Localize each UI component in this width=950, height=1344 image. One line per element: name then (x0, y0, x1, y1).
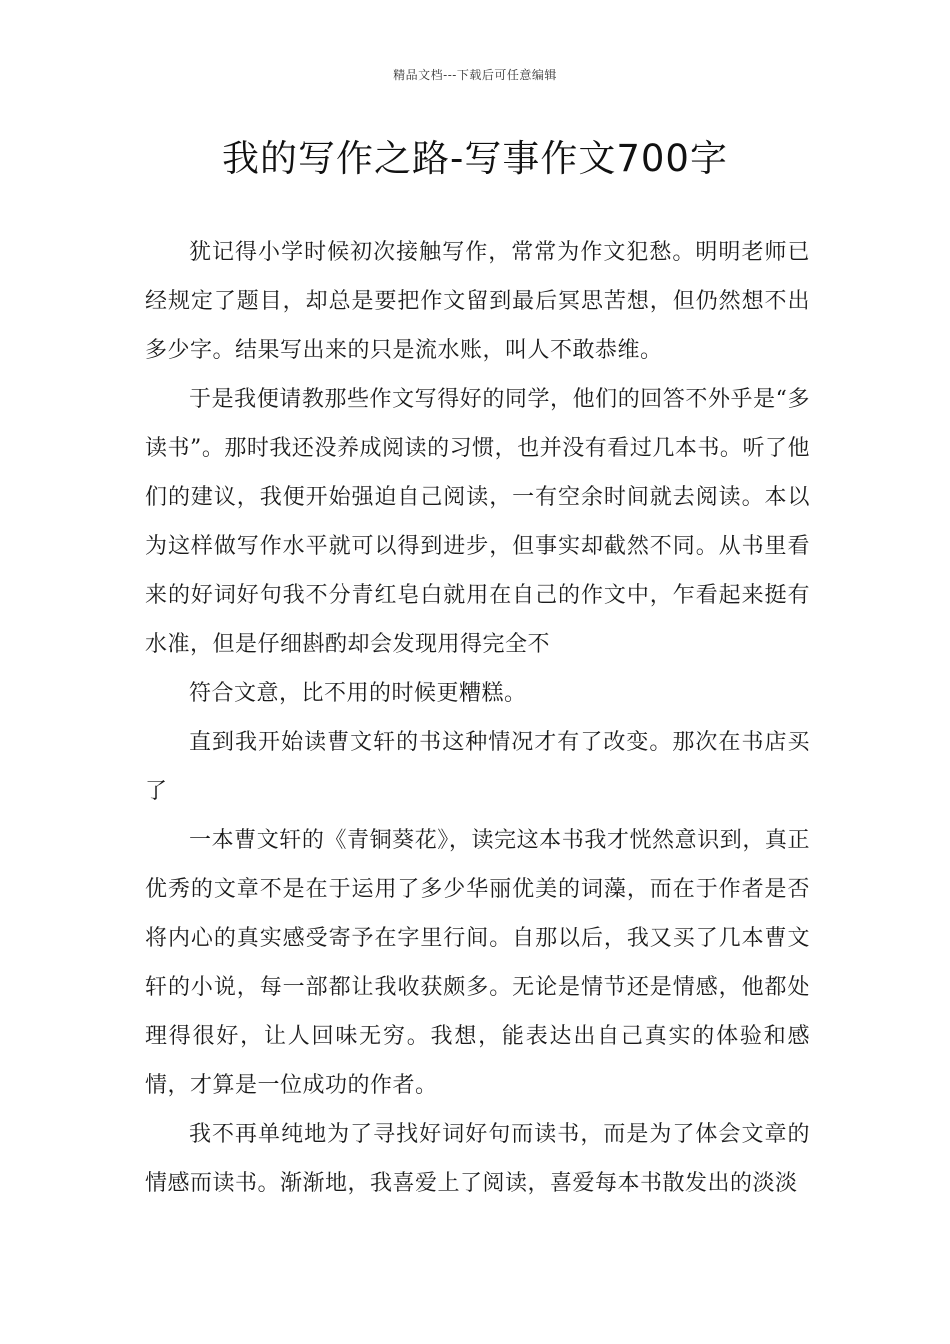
paragraph-1: 犹记得小学时候初次接触写作，常常为作文犯愁。明明老师已经规定了题目，却总是要把作文留到最后冥思苦想，但仍然想不出多少字。结果写出来的只是流水账，叫人不敢恭维。 (145, 240, 810, 363)
header-note: 精品文档---下载后可任意编辑 (393, 68, 557, 82)
paragraph-3: 符合文意，比不用的时候更糟糕。 (189, 681, 527, 706)
paragraph-6: 我不再单纯地为了寻找好词好句而读书，而是为了体会文章的情感而读书。渐渐地，我喜爱上了阅读，喜爱每本书散发出的淡淡 (145, 1122, 810, 1196)
paragraph-2: 于是我便请教那些作文写得好的同学，他们的回答不外乎是“多读书”。那时我还没养成阅读的习惯，也并没有看过几本书。听了他们的建议，我便开始强迫自己阅读，一有空余时间就去阅读。本以为这样做写作水平就可以得到进步，但事实却截然不同。从书里看来的好词好句我不分青红皂白就用在自己的作文中，乍看起来挺有水准，但是仔细斟酌却会发现用得完全不 (145, 387, 810, 657)
paragraph-5: 一本曹文轩的《青铜葵花》，读完这本书我才恍然意识到，真正优秀的文章不是在于运用了多少华丽优美的词藻，而在于作者是否将内心的真实感受寄予在字里行间。自那以后，我又买了几本曹文轩的小说，每一部都让我收获颇多。无论是情节还是情感，他都处理得很好，让人回味无穷。我想，能表达出自己真实的体验和感情，才算是一位成功的作者。 (145, 828, 810, 1098)
article-body (145, 228, 810, 1208)
page-title: 我的写作之路-写事作文700字 (222, 137, 728, 180)
paragraph-4: 直到我开始读曹文轩的书这种情况才有了改变。那次在书店买了 (145, 730, 810, 804)
